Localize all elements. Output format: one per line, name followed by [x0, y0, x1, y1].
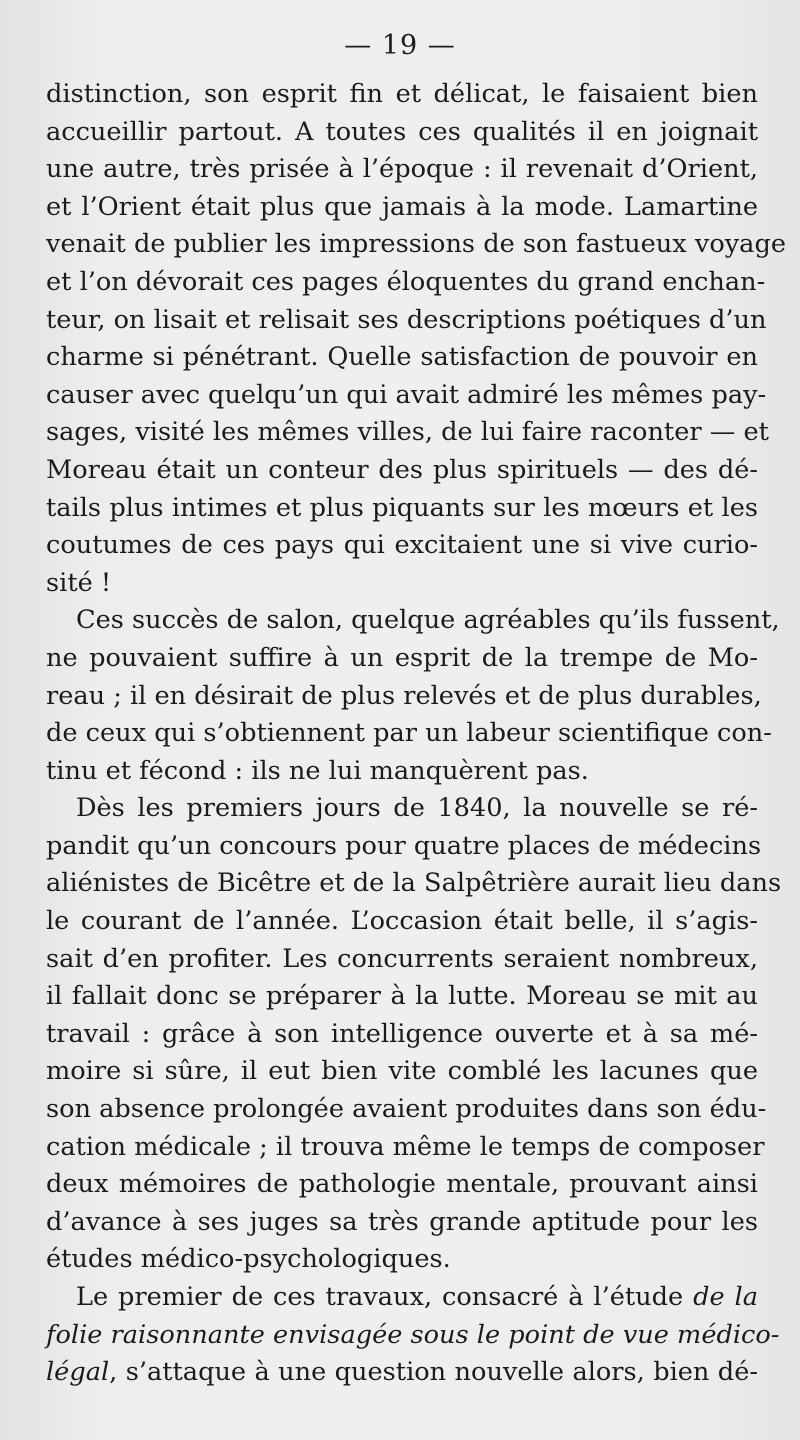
text-line: et l’Orient était plus que jamais à la mode. Lamartine [46, 191, 758, 222]
text-line: et l’on dévorait ces pages éloquentes du grand enchan- [46, 266, 766, 297]
text-line: sité ! [46, 567, 112, 598]
text-line: venait de publier les impressions de son fastueux voyage [46, 229, 786, 260]
text-line: moire si sûre, il eut bien vite comblé les lacunes que [46, 1056, 758, 1087]
text-line: teur, on lisait et relisait ses descriptions poétiques d’un [46, 304, 767, 335]
text-line: Moreau était un conteur des plus spirituels — des dé- [46, 454, 758, 485]
text-line: reau ; il en désirait de plus relevés et de plus durables, [46, 680, 762, 711]
text-line [46, 1354, 758, 1392]
italic-title-run: légal [46, 1357, 110, 1388]
text-line [46, 1317, 780, 1355]
text-run: , s’attaque à une question nouvelle alors, bien dé- [109, 1357, 758, 1388]
text-line: cation médicale ; il trouva même le temps de composer [46, 1131, 765, 1162]
text-line: travail : grâce à son intelligence ouverte et à sa mé- [46, 1018, 758, 1049]
paragraph-start-line [46, 1279, 758, 1317]
text-run: Le premier de ces travaux, consacré à l’étude [76, 1282, 694, 1312]
text-line: charme si pénétrant. Quelle satisfaction de pouvoir en [46, 342, 758, 373]
text-line: son absence prolongée avaient produites dans son édu- [46, 1094, 767, 1125]
text-line: aliénistes de Bicêtre et de la Salpêtrière aurait lieu dans [46, 868, 782, 899]
body-text [46, 76, 786, 1392]
text-line: coutumes de ces pays qui excitaient une si vive curio- [46, 530, 758, 561]
text-line: tinu et fécond : ils ne lui manquèrent pas. [46, 755, 589, 786]
paragraph-start-line: Dès les premiers jours de 1840, la nouvelle se ré- [76, 793, 758, 824]
italic-title-run: de la [693, 1282, 758, 1312]
italic-title-run: folie raisonnante envisagée sous le point de vue médico- [46, 1319, 780, 1350]
text-line: une autre, très prisée à l’époque : il revenait d’Orient, [46, 154, 758, 185]
text-line: causer avec quelqu’un qui avait admiré les mêmes pay- [46, 379, 767, 410]
paragraph-start-line: Ces succès de salon, quelque agréables qu’ils fussent, [76, 605, 780, 636]
text-line: deux mémoires de pathologie mentale, prouvant ainsi [46, 1169, 758, 1200]
text-line: sait d’en profiter. Les concurrents seraient nombreux, [46, 943, 758, 974]
text-line: accueillir partout. A toutes ces qualités il en joignait [46, 116, 758, 147]
text-line: sages, visité les mêmes villes, de lui faire raconter — et [46, 417, 769, 448]
text-line: tails plus intimes et plus piquants sur les mœurs et les [46, 492, 758, 523]
text-line: études médico-psychologiques. [46, 1244, 451, 1275]
text-line: ne pouvaient suffire à un esprit de la trempe de Mo- [46, 642, 758, 673]
text-line: d’avance à ses juges sa très grande aptitude pour les [46, 1206, 758, 1237]
text-line: il fallait donc se préparer à la lutte. Moreau se mit au [46, 981, 758, 1012]
text-line: pandit qu’un concours pour quatre places de médecins [46, 830, 762, 861]
text-line: le courant de l’année. L’occasion était belle, il s’agis- [46, 906, 758, 937]
page-number: — 19 — [344, 30, 456, 61]
text-line: de ceux qui s’obtiennent par un labeur scientifique con- [46, 718, 772, 749]
text-line: distinction, son esprit fin et délicat, le faisaient bien [46, 79, 758, 109]
